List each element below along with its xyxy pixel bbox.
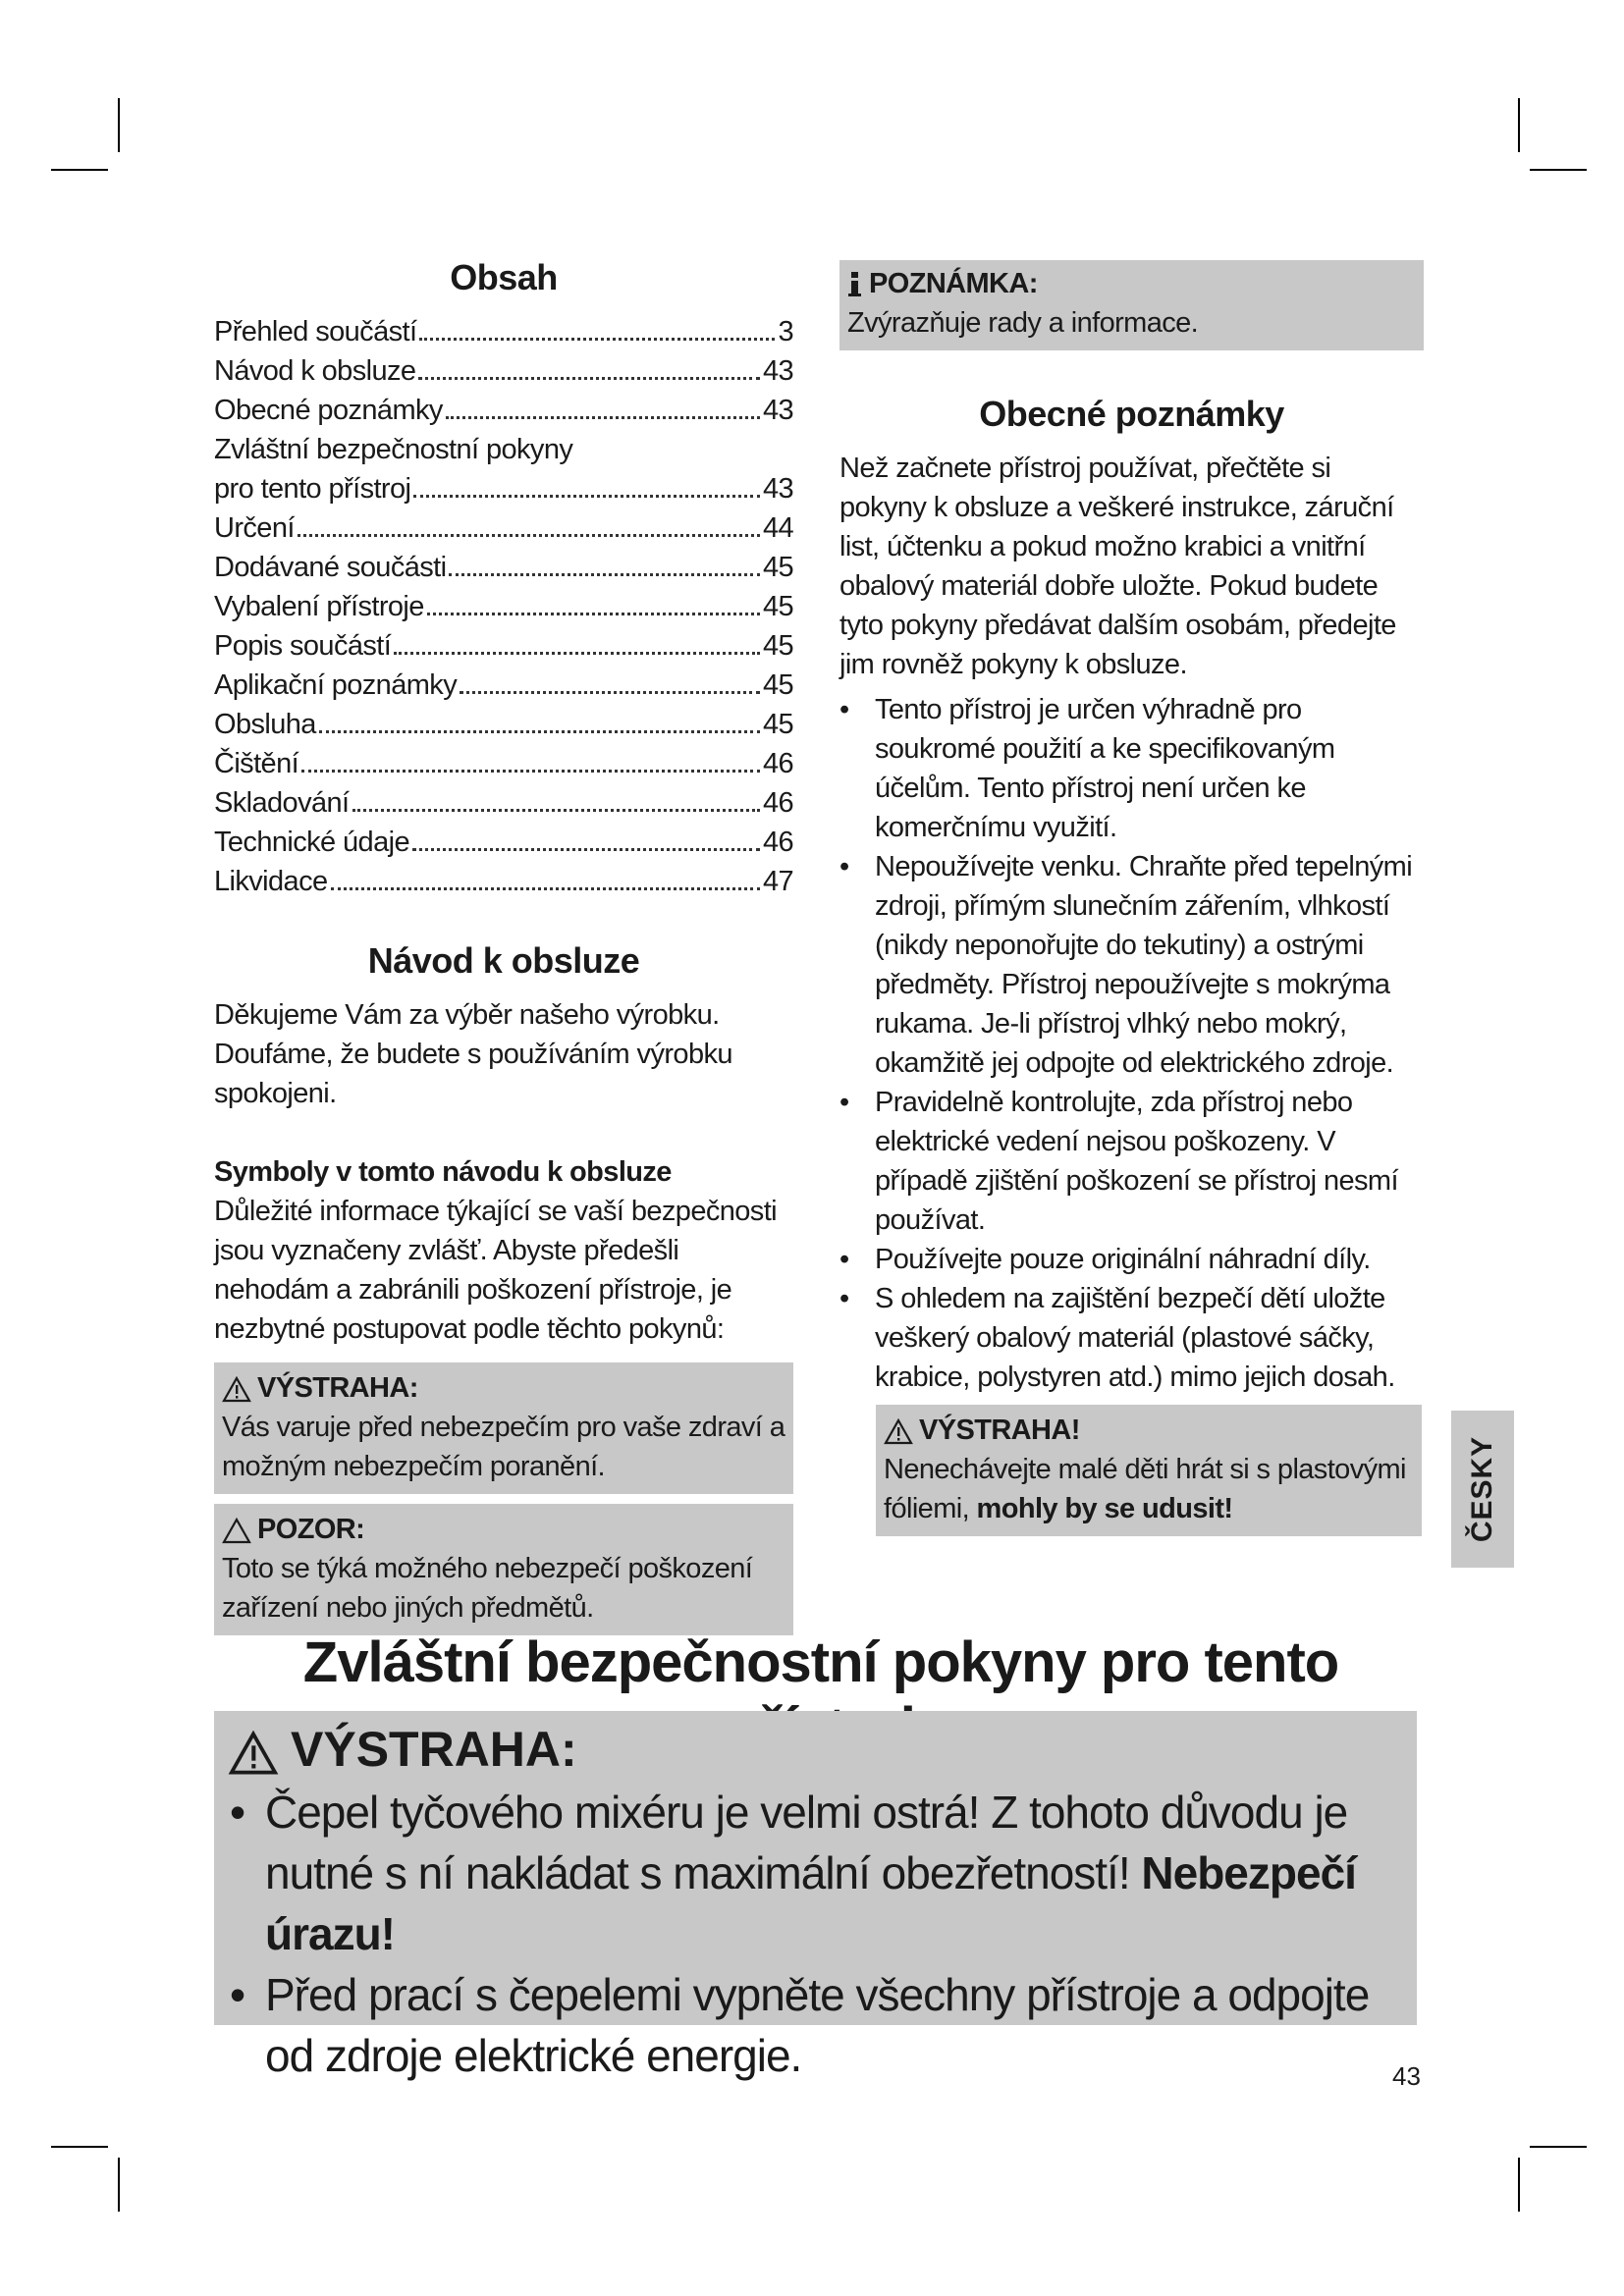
toc-item-page: 46 <box>762 787 793 819</box>
toc-item-label: Likvidace <box>214 866 328 897</box>
toc-leader <box>418 377 760 380</box>
special-bullets <box>224 1782 1417 2086</box>
general-warning-bold: mohly by se udusit! <box>976 1493 1233 1524</box>
toc-item <box>214 823 793 862</box>
toc-item-label: Zvláštní bezpečnostní pokyny <box>214 434 573 465</box>
language-tab-label: ČESKY <box>1466 1435 1499 1543</box>
toc-item <box>214 783 793 823</box>
list-item: • S ohledem na zajištění bezpečí dětí uložte veškerý obalový materiál (plastové sáčky, krabice, polystyren atd.) mimo jejich dosah. <box>839 1279 1424 1397</box>
toc-item <box>214 351 793 391</box>
toc-title: Obsah <box>450 257 558 297</box>
toc-leader <box>446 416 760 419</box>
toc-item-page: 45 <box>762 669 793 701</box>
general-warning-box <box>876 1405 1422 1536</box>
toc-item-page: 45 <box>762 709 793 740</box>
toc-item-page: 46 <box>762 748 793 779</box>
crop-mark <box>1518 98 1520 152</box>
warning-box-text: Vás varuje před nebezpečím pro vaše zdraví a možným nebezpečím poranění. <box>222 1412 785 1482</box>
toc-item-page: 45 <box>762 591 793 622</box>
toc-item-page: 47 <box>762 866 793 897</box>
page-number: 43 <box>1392 2061 1421 2091</box>
general-title: Obecné poznámky <box>979 394 1284 434</box>
toc-item-page: 43 <box>762 473 793 505</box>
toc-item-label: Aplikační poznámky <box>214 669 458 701</box>
toc-leader <box>319 730 760 733</box>
toc-item <box>214 469 793 508</box>
toc-item-page: 46 <box>762 827 793 858</box>
general-intro: Než začnete přístroj používat, přečtěte si pokyny k obsluze a veškeré instrukce, záruční list, účtenku a pokud možno krabici a vnitřní obalový materiál dobře uložte. Pokud budete tyto pokyny předávat dalším osobám, předejte jim rovněž pokyny k obsluze. <box>839 453 1396 680</box>
toc-item <box>214 705 793 744</box>
crop-mark <box>1518 2158 1520 2212</box>
general-warning-title: VÝSTRAHA! <box>919 1415 1080 1446</box>
toc-item <box>214 548 793 587</box>
warning-triangle-icon <box>884 1411 913 1450</box>
general-bullets <box>839 690 1424 1397</box>
list-item: • Pravidelně kontrolujte, zda přístroj nebo elektrické vedení nejsou poškozeny. V případě zjištění poškození se přístroj nesmí používat. <box>839 1083 1424 1240</box>
toc-item-page: 45 <box>762 630 793 662</box>
toc-item-page: 45 <box>762 552 793 583</box>
special-title: Zvláštní bezpečnostní pokyny pro tento <box>302 1630 1339 1694</box>
toc-item-label: Technické údaje <box>214 827 409 858</box>
toc-item-label: Přehled součástí <box>214 316 417 347</box>
warning-triangle-icon <box>222 1368 251 1408</box>
toc-item <box>214 626 793 666</box>
caution-triangle-icon <box>222 1510 251 1549</box>
symbols-text: Důležité informace týkající se vaší bezpečnosti jsou vyznačeny zvlášť. Abyste předešli nehodám a zabránili poškození přístroje, je nezbytné postupovat podle těchto pokynů: <box>214 1196 778 1345</box>
toc-item-label: Popis součástí <box>214 630 392 662</box>
language-tab <box>1451 1411 1514 1568</box>
toc-item <box>214 862 793 901</box>
toc-leader <box>331 887 760 890</box>
toc-leader <box>352 809 760 812</box>
note-box-text: Zvýrazňuje rady a informace. <box>847 307 1199 339</box>
note-box <box>839 260 1424 350</box>
toc-leader <box>427 613 760 615</box>
toc-leader <box>298 534 760 537</box>
toc-item <box>214 391 793 430</box>
toc-item-label: pro tento přístroj <box>214 473 411 505</box>
symbols-heading: Symboly v tomto návodu k obsluze <box>214 1156 672 1188</box>
toc-item-page: 44 <box>762 512 793 544</box>
warning-box-title: VÝSTRAHA: <box>257 1372 418 1404</box>
special-bullet-bold: Nebezpečí úrazu! <box>265 1847 1356 1959</box>
toc-item-page: 3 <box>778 316 793 347</box>
crop-mark <box>1530 2146 1587 2148</box>
info-icon <box>847 264 863 303</box>
toc-item-label: Čištění <box>214 748 299 779</box>
toc-item-label: Vybalení přístroje <box>214 591 424 622</box>
toc-item <box>214 744 793 783</box>
toc-leader <box>419 338 775 341</box>
toc-item-label: Dodávané součásti <box>214 552 447 583</box>
note-box-title: POZNÁMKA: <box>869 268 1038 299</box>
crop-mark <box>118 98 120 152</box>
warning-triangle-icon <box>228 1721 279 1778</box>
crop-mark <box>1530 169 1587 171</box>
caution-box <box>214 1504 793 1635</box>
list-item: • Před prací s čepelemi vypněte všechny přístroje a odpojte od zdroje elektrické energie. <box>224 1964 1417 2086</box>
list-item: • Používejte pouze originální náhradní díly. <box>839 1240 1424 1279</box>
toc-item-label: Návod k obsluze <box>214 355 416 387</box>
warning-box <box>214 1362 793 1494</box>
manual-title: Návod k obsluze <box>367 940 640 981</box>
crop-mark <box>51 2146 108 2148</box>
toc-item-label: Určení <box>214 512 295 544</box>
list-item: • Tento přístroj je určen výhradně pro soukromé použití a ke specifikovaným účelům. Tento přístroj není určen ke komerčnímu využití. <box>839 690 1424 847</box>
list-item: • Čepel tyčového mixéru je velmi ostrá! Z tohoto důvodu je nutné s ní nakládat s maximální obezřetností! Nebezpečí úrazu! <box>224 1782 1417 1964</box>
toc-leader <box>301 770 760 773</box>
special-warning-title: VÝSTRAHA: <box>291 1722 577 1777</box>
toc-item-page: 43 <box>762 355 793 387</box>
toc-item-page: 43 <box>762 395 793 426</box>
manual-intro: Děkujeme Vám za výběr našeho výrobku. Doufáme, že budete s používáním výrobku spokojeni. <box>214 999 732 1109</box>
toc-leader <box>394 652 760 655</box>
list-item: • Nepoužívejte venku. Chraňte před tepelnými zdroji, přímým slunečním zářením, vlhkostí (nikdy neponořujte do tekutiny) a ostrými předměty. Přístroj nepoužívejte s mokrýma rukama. Je-li přístroj vlhký nebo mokrý, okamžitě jej odpojte od elektrického zdroje. <box>839 847 1424 1083</box>
caution-box-title: POZOR: <box>257 1514 365 1545</box>
toc-item <box>214 587 793 626</box>
toc-item-label: Skladování <box>214 787 350 819</box>
crop-mark <box>118 2158 120 2212</box>
caution-box-text: Toto se týká možného nebezpečí poškození zařízení nebo jiných předmětů. <box>222 1553 753 1624</box>
crop-mark <box>51 169 108 171</box>
toc-leader <box>413 495 760 498</box>
toc-leader <box>449 573 759 576</box>
toc-item-label: Obsluha <box>214 709 316 740</box>
toc-item <box>214 666 793 705</box>
general-warning-text: Nenechávejte malé děti hrát si s plastovými fóliemi, mohly by se udusit! <box>884 1454 1406 1524</box>
toc-item <box>214 508 793 548</box>
toc-item-label: Obecné poznámky <box>214 395 443 426</box>
left-column <box>214 257 793 1635</box>
toc-list <box>214 312 793 901</box>
toc-leader <box>460 691 760 694</box>
toc-item <box>214 312 793 351</box>
right-column <box>839 260 1424 1536</box>
toc-item <box>214 430 793 469</box>
toc-leader <box>412 848 760 851</box>
